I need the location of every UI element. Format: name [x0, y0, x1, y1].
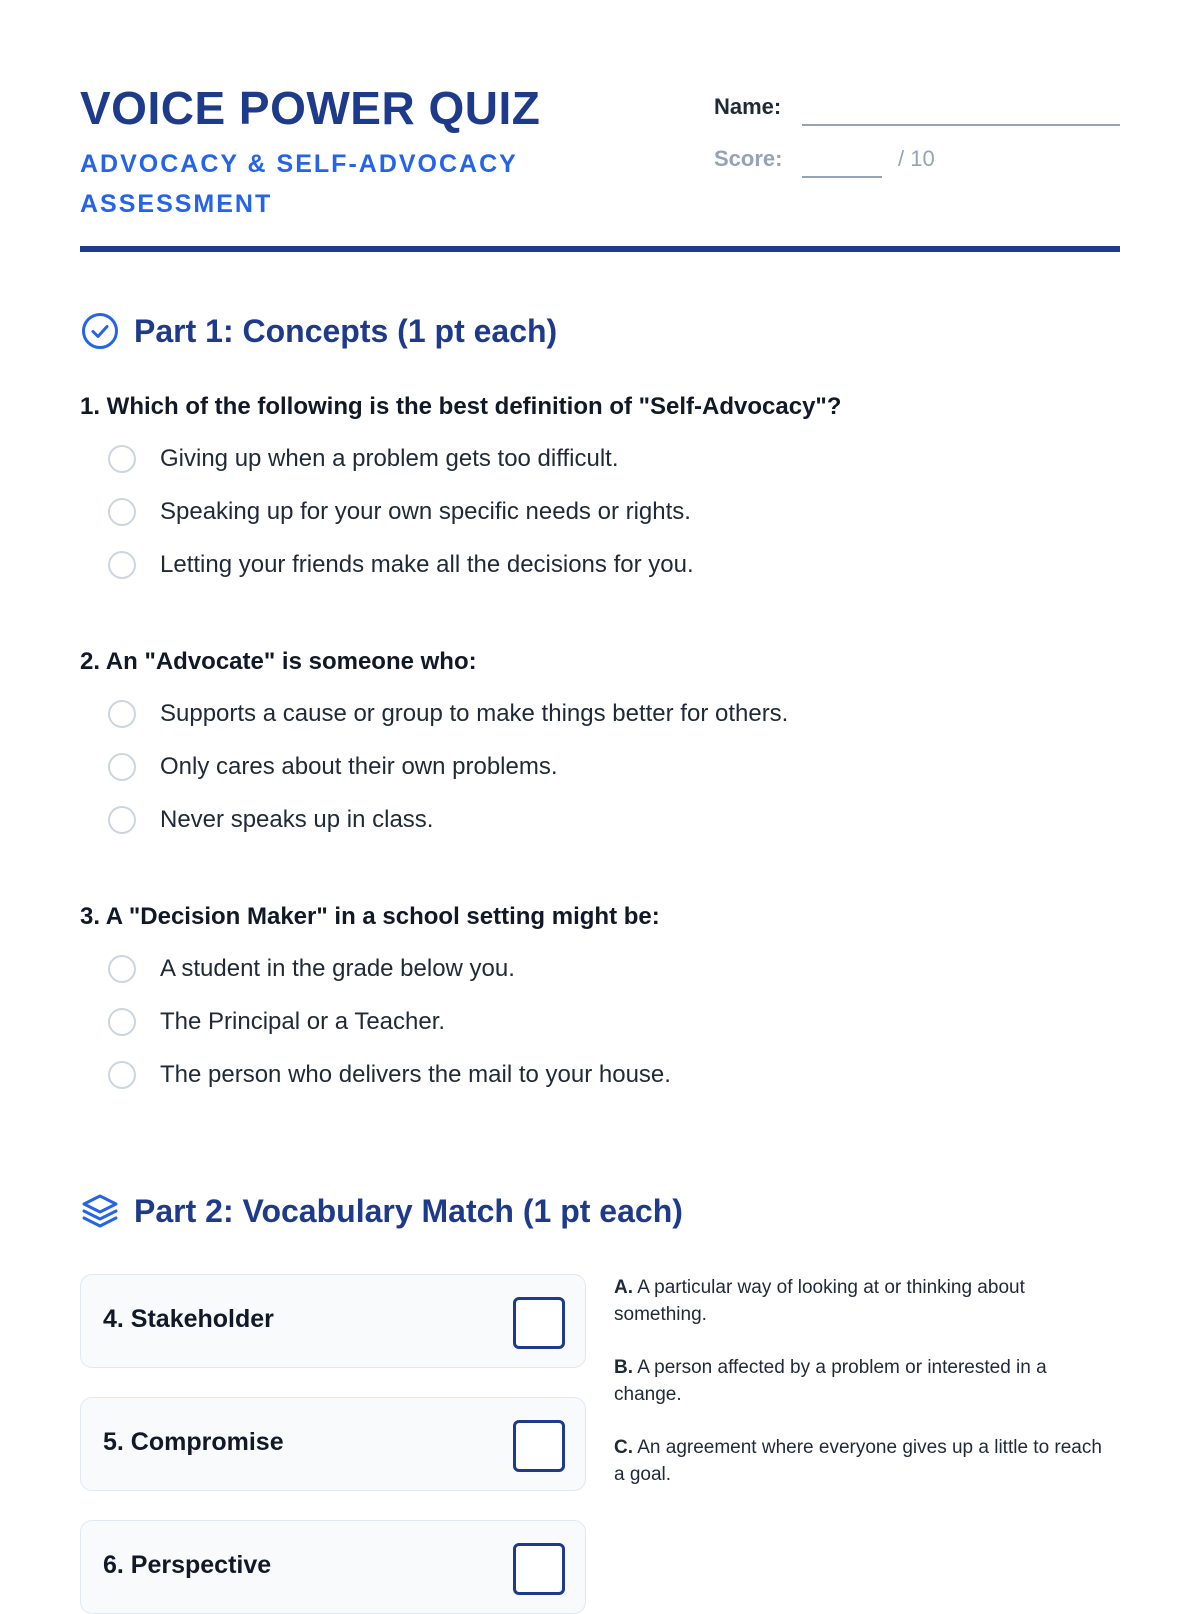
quiz-header — [80, 78, 1120, 252]
radio-button[interactable] — [108, 498, 136, 526]
option-label: A student in the grade below you. — [160, 955, 515, 982]
option-label: Never speaks up in class. — [160, 806, 434, 833]
option-label: The person who delivers the mail to your house. — [160, 1061, 671, 1088]
answer-option[interactable] — [80, 1061, 1120, 1114]
check-circle-icon — [80, 311, 120, 351]
part1-title: Part 1: Concepts (1 pt each) — [134, 312, 558, 349]
answer-option[interactable] — [80, 551, 1120, 604]
radio-button[interactable] — [108, 955, 136, 983]
question-3 — [80, 902, 1120, 1114]
definition-letter: A. — [614, 1277, 633, 1298]
part2-heading — [80, 1190, 683, 1232]
match-term-label: 6. Perspective — [103, 1551, 272, 1579]
question-text: 2. An "Advocate" is someone who: — [80, 648, 477, 675]
part2-title: Part 2: Vocabulary Match (1 pt each) — [134, 1192, 683, 1229]
definition-letter: C. — [614, 1437, 633, 1458]
definition-list — [614, 1274, 1114, 1514]
answer-options — [80, 955, 1120, 1114]
answer-option[interactable] — [80, 1008, 1120, 1061]
part1-heading — [80, 310, 557, 352]
answer-option[interactable] — [80, 498, 1120, 551]
match-term-label: 4. Stakeholder — [103, 1305, 274, 1333]
answer-box[interactable] — [513, 1420, 565, 1472]
definition-letter: B. — [614, 1357, 633, 1378]
radio-button[interactable] — [108, 700, 136, 728]
option-label: Supports a cause or group to make things better for others. — [160, 700, 789, 727]
option-label: Giving up when a problem gets too difficult. — [160, 445, 619, 472]
score-total: / 10 — [898, 146, 935, 171]
definition-text: A person affected by a problem or interested in a change. — [614, 1357, 1047, 1405]
answer-option[interactable] — [80, 753, 1120, 806]
definition-item — [614, 1274, 1114, 1328]
page-subtitle: ADVOCACY & SELF-ADVOCACY ASSESSMENT — [80, 150, 518, 218]
radio-button[interactable] — [108, 1008, 136, 1036]
radio-button[interactable] — [108, 806, 136, 834]
definition-text: An agreement where everyone gives up a little to reach a goal. — [614, 1437, 1102, 1485]
radio-button[interactable] — [108, 445, 136, 473]
option-label: Speaking up for your own specific needs or rights. — [160, 498, 691, 525]
match-term-card — [80, 1274, 586, 1368]
answer-option[interactable] — [80, 445, 1120, 498]
name-field[interactable] — [802, 124, 1120, 126]
answer-option[interactable] — [80, 955, 1120, 1008]
question-text: 3. A "Decision Maker" in a school setting might be: — [80, 903, 660, 930]
answer-box[interactable] — [513, 1543, 565, 1595]
radio-button[interactable] — [108, 1061, 136, 1089]
option-label: The Principal or a Teacher. — [160, 1008, 446, 1035]
name-label: Name: — [714, 94, 782, 119]
radio-button[interactable] — [108, 753, 136, 781]
answer-option[interactable] — [80, 806, 1120, 859]
definition-text: A particular way of looking at or thinking about something. — [614, 1277, 1025, 1325]
answer-options — [80, 700, 1120, 859]
option-label: Only cares about their own problems. — [160, 753, 558, 780]
answer-box[interactable] — [513, 1297, 565, 1349]
answer-option[interactable] — [80, 700, 1120, 753]
question-1 — [80, 392, 1120, 604]
score-label: Score: — [714, 146, 783, 171]
match-term-card — [80, 1397, 586, 1491]
radio-button[interactable] — [108, 551, 136, 579]
page-title: VOICE POWER QUIZ — [80, 82, 541, 134]
question-text: 1. Which of the following is the best definition of "Self-Advocacy"? — [80, 393, 842, 420]
answer-options — [80, 445, 1120, 604]
definition-item — [614, 1354, 1114, 1408]
option-label: Letting your friends make all the decisions for you. — [160, 551, 694, 578]
question-2 — [80, 647, 1120, 859]
match-term-label: 5. Compromise — [103, 1428, 284, 1456]
definition-item — [614, 1434, 1114, 1488]
score-field[interactable] — [802, 176, 882, 178]
layers-icon — [80, 1191, 120, 1231]
